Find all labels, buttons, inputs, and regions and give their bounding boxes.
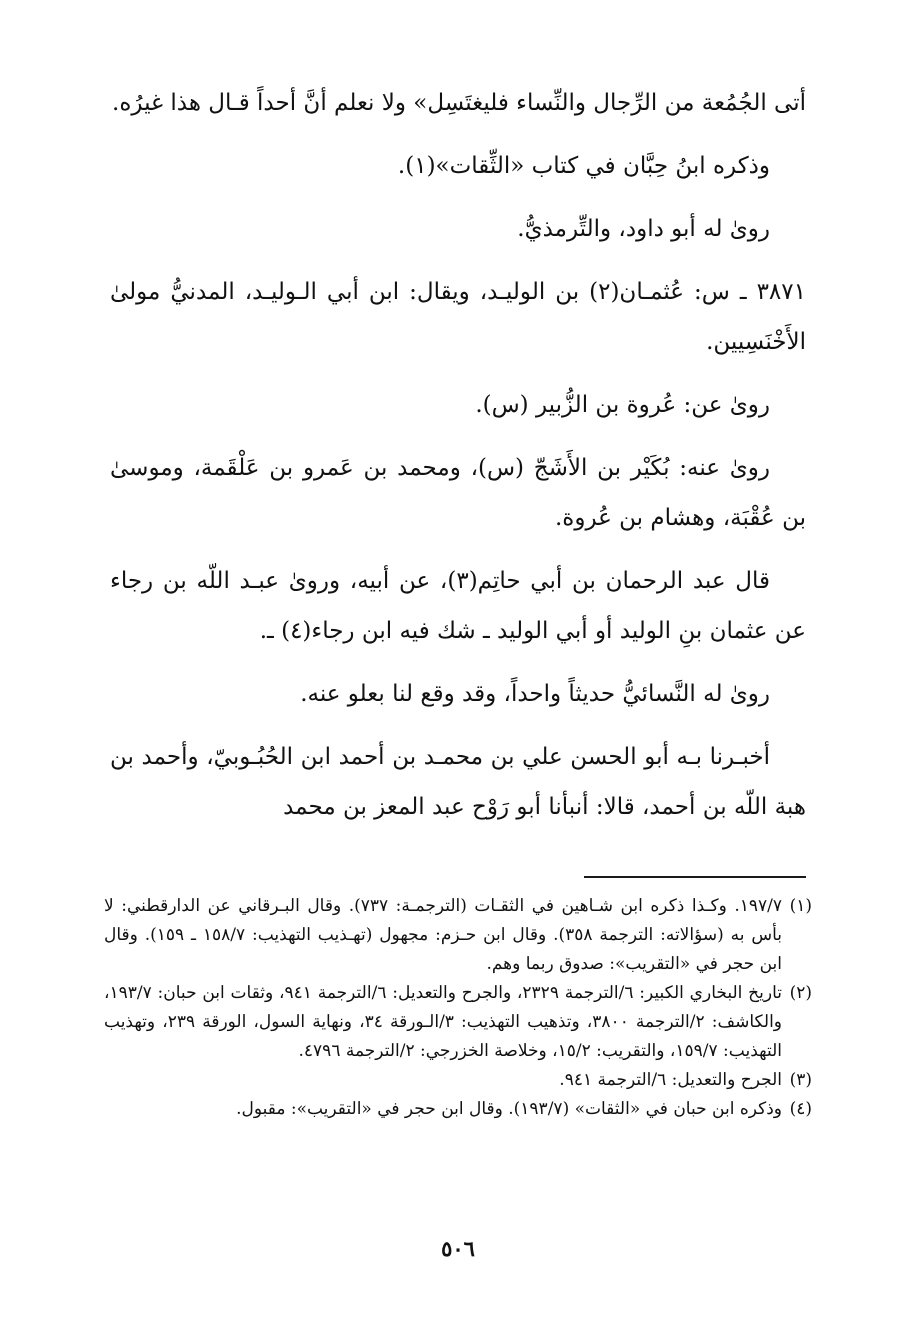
paragraph-akhbarana: أخبـرنا بـه أبو الحسن علي بن محمـد بن أحمد ابن الحُبُـوبيّ، وأحمد بن هبة اللّه بن أحمد، قالا: أنبأنا أبو رَوْح عبد المعز بن محمد	[110, 744, 806, 820]
paragraph-narrators: روىٰ له أبو داود، والتِّرمذيُّ.	[517, 216, 770, 242]
footnote-3	[104, 1066, 812, 1095]
main-text	[110, 78, 806, 832]
paragraph-ibn-hibban: وذكره ابنُ حِبَّان في كتاب «الثِّقات»(١).	[397, 153, 770, 179]
footnote-text: وذكره ابن حبان في «الثقات» (١٩٣/٧). وقال ابن حجر في «التقريب»: مقبول.	[236, 1099, 782, 1119]
footnote-text: الجرح والتعديل: ٦/الترجمة ٩٤١.	[559, 1070, 782, 1090]
paragraph-continuation: أتى الجُمُعة من الرِّجال والنِّساء فليغتَسِل» ولا نعلم أنَّ أحداً قـال هذا غيرُه.	[112, 90, 806, 116]
footnote-divider	[584, 876, 806, 878]
paragraph-rawa-anhu: روىٰ عنه: بُكَيْر بن الأَشَجّ (س)، ومحمد بن عَمرو بن عَلْقَمة، وموسىٰ بن عُقْبَة، وهشام بن عُروة.	[110, 455, 806, 531]
footnote-4	[104, 1095, 812, 1124]
footnote-1	[104, 892, 812, 979]
footnote-number: (٢)	[789, 983, 812, 1003]
paragraph-entry-3871: ٣٨٧١ ـ س: عُثمـان(٢) بن الوليـد، ويقال: ابن أبي الـوليـد، المدنيُّ مولىٰ الأَخْنَسِيين.	[110, 279, 806, 355]
footnote-text: تاريخ البخاري الكبير: ٦/الترجمة ٢٣٢٩، والجرح والتعديل: ٦/الترجمة ٩٤١، وثقات ابن حبان: ١٩٣/٧، والكاشف: ٢/الترجمة ٣٨٠٠، وتذهيب التهذيب: ٣/الـورقة ٣٤، ونهاية السول، الورقة ٢٣٩، وتهذيب التهذيب: ١٥٩/٧، والتقريب: ١٥/٢، وخلاصة الخزرجي: ٢/الترجمة ٤٧٩٦.	[104, 983, 782, 1061]
footnote-2	[104, 979, 812, 1066]
page-number: ٥٠٦	[441, 1236, 475, 1261]
footnotes	[104, 892, 812, 1124]
paragraph-rawa-an: روىٰ عن: عُروة بن الزُّبير (س).	[475, 392, 770, 418]
footnote-number: (٤)	[789, 1099, 812, 1119]
paragraph-nasai: روىٰ له النَّسائيُّ حديثاً واحداً، وقد وقع لنا بعلو عنه.	[300, 681, 770, 707]
footnote-number: (١)	[789, 896, 812, 916]
footnote-number: (٣)	[789, 1070, 812, 1090]
paragraph-abi-hatim: قال عبد الرحمان بن أبي حاتِم(٣)، عن أبيه، وروىٰ عبـد اللّه بن رجاء عن عثمان بنِ الوليد أو أبي الوليد ـ شك فيه ابن رجاء(٤) ـ.	[110, 568, 806, 644]
footnote-text: ١٩٧/٧. وكـذا ذكره ابن شـاهين في الثقـات (الترجمـة: ٧٣٧). وقال البـرقاني عن الدارقطني: لا بأس به (سؤالاته: الترجمة ٣٥٨). وقال ابن حـزم: مجهول (تهـذيب التهذيب: ١٥٨/٧ ـ ١٥٩). وقال ابن حجر في «التقريب»: صدوق ربما وهم.	[104, 896, 782, 974]
